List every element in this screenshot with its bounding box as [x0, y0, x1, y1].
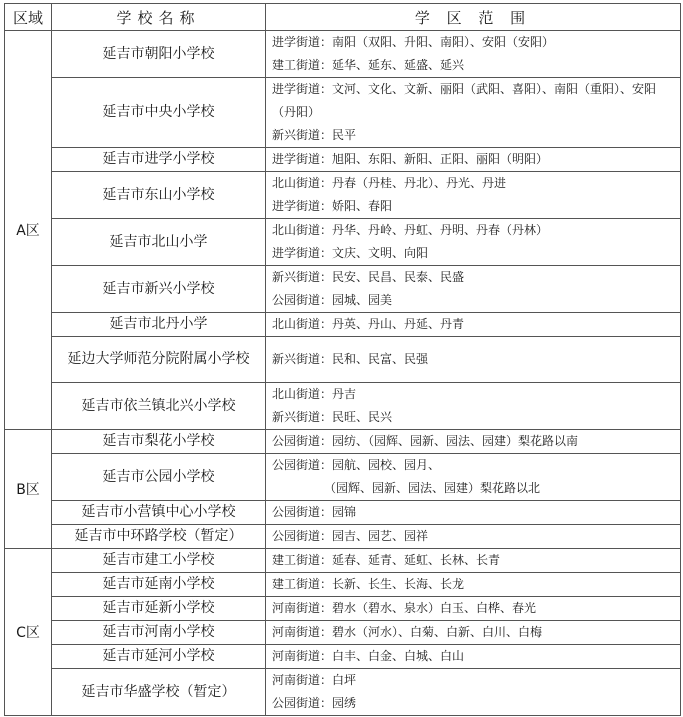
table-row: [5, 266, 681, 313]
district-range: [266, 172, 681, 219]
range-line: 建工街道：长新、长生、长海、长龙: [272, 577, 465, 591]
table-row: [5, 78, 681, 148]
table-row: [5, 172, 681, 219]
table-row: [5, 597, 681, 621]
district-range: [266, 621, 681, 645]
table-row: [5, 621, 681, 645]
range-line: 进学街道：南阳（双阳、升阳、南阳）、安阳（安阳）: [272, 35, 555, 49]
range-line: 北山街道：丹华、丹岭、丹虹、丹明、丹春（丹林）: [272, 223, 549, 237]
table-row: [5, 313, 681, 337]
table-row: [5, 501, 681, 525]
table-row: [5, 549, 681, 573]
district-range: [266, 313, 681, 337]
school-name: 延吉市进学小学校: [52, 148, 266, 172]
range-line: 河南街道：白丰、白金、白城、白山: [272, 649, 465, 663]
range-line: 公园街道：园城、园美: [272, 293, 393, 307]
range-line: 北山街道：丹英、丹山、丹延、丹青: [272, 317, 465, 331]
district-range: [266, 383, 681, 430]
district-range: [266, 266, 681, 313]
district-range: [266, 454, 681, 501]
range-line: 公园街道：园纺、（园辉、园新、园法、园建）梨花路以南: [272, 434, 579, 448]
school-name: 延边大学师范分院附属小学校: [52, 337, 266, 383]
range-line: 新兴街道：民和、民富、民强: [272, 352, 429, 366]
school-name: 延吉市中央小学校: [52, 78, 266, 148]
range-line: 进学街道：文庆、文明、向阳: [272, 246, 429, 260]
range-line: 新兴街道：民平: [272, 128, 357, 142]
range-line: 北山街道：丹春（丹桂、丹北）、丹光、丹进: [272, 176, 507, 190]
header-school-name: 学校名称: [52, 4, 266, 31]
school-name: 延吉市依兰镇北兴小学校: [52, 383, 266, 430]
school-name: 延吉市北山小学: [52, 219, 266, 266]
school-name: 延吉市东山小学校: [52, 172, 266, 219]
range-line: 新兴街道：民旺、民兴: [272, 410, 393, 424]
school-name: 延吉市中环路学校（暂定）: [52, 525, 266, 549]
range-line: （园辉、园新、园法、园建）梨花路以北: [324, 481, 541, 495]
range-line: 公园街道：园锦: [272, 505, 357, 519]
table-row: [5, 454, 681, 501]
district-range: [266, 148, 681, 172]
district-range: [266, 549, 681, 573]
school-name: 延吉市延河小学校: [52, 645, 266, 669]
range-line: 进学街道：旭阳、东阳、新阳、正阳、丽阳（明阳）: [272, 152, 549, 166]
range-line: 河南街道：碧水（河水）、白菊、白新、白川、白梅: [272, 625, 543, 639]
table-row: [5, 148, 681, 172]
range-line: 公园街道：园航、园校、园月、: [272, 458, 441, 472]
district-range: [266, 597, 681, 621]
district-range: [266, 525, 681, 549]
district-range: [266, 430, 681, 454]
header-row: [5, 4, 681, 31]
range-line: 公园街道：园吉、园艺、园祥: [272, 529, 429, 543]
range-line: 进学街道：娇阳、春阳: [272, 199, 393, 213]
school-name: 延吉市朝阳小学校: [52, 31, 266, 78]
range-line: 建工街道：延春、延青、延虹、长林、长青: [272, 553, 501, 567]
school-name: 延吉市延新小学校: [52, 597, 266, 621]
school-name: 延吉市小营镇中心小学校: [52, 501, 266, 525]
table-row: [5, 573, 681, 597]
range-line: 建工街道：延华、延东、延盛、延兴: [272, 58, 465, 72]
school-name: 延吉市延南小学校: [52, 573, 266, 597]
header-district-range: 学 区 范 围: [266, 4, 681, 31]
district-cell: C区: [5, 549, 52, 716]
table-row: [5, 525, 681, 549]
table-row: [5, 383, 681, 430]
school-name: 延吉市新兴小学校: [52, 266, 266, 313]
range-line: 公园街道：园绣: [272, 696, 357, 710]
district-range: [266, 219, 681, 266]
school-name: 延吉市建工小学校: [52, 549, 266, 573]
school-name: 延吉市华盛学校（暂定）: [52, 669, 266, 716]
district-range: [266, 669, 681, 716]
district-cell: B区: [5, 430, 52, 549]
school-name: 延吉市梨花小学校: [52, 430, 266, 454]
district-range: [266, 337, 681, 383]
range-line: 河南街道：白坪: [272, 673, 357, 687]
district-range: [266, 78, 681, 148]
district-range: [266, 573, 681, 597]
school-district-table: [4, 3, 681, 716]
district-range: [266, 501, 681, 525]
school-name: 延吉市北丹小学: [52, 313, 266, 337]
district-cell: A区: [5, 31, 52, 430]
range-line: 河南街道：碧水（碧水、泉水）白玉、白桦、春光: [272, 601, 537, 615]
range-line: 北山街道：丹吉: [272, 387, 357, 401]
range-line: 新兴街道：民安、民昌、民泰、民盛: [272, 270, 465, 284]
district-range: [266, 645, 681, 669]
school-name: 延吉市公园小学校: [52, 454, 266, 501]
district-range: [266, 31, 681, 78]
header-district: 区域: [5, 4, 52, 31]
table-row: [5, 669, 681, 716]
school-name: 延吉市河南小学校: [52, 621, 266, 645]
table-row: [5, 430, 681, 454]
range-line: 进学街道：文河、文化、文新、丽阳（武阳、喜阳）、南阳（重阳）、安阳（丹阳）: [272, 82, 657, 119]
table-row: [5, 219, 681, 266]
table-row: [5, 645, 681, 669]
table-row: [5, 31, 681, 78]
table-row: [5, 337, 681, 383]
